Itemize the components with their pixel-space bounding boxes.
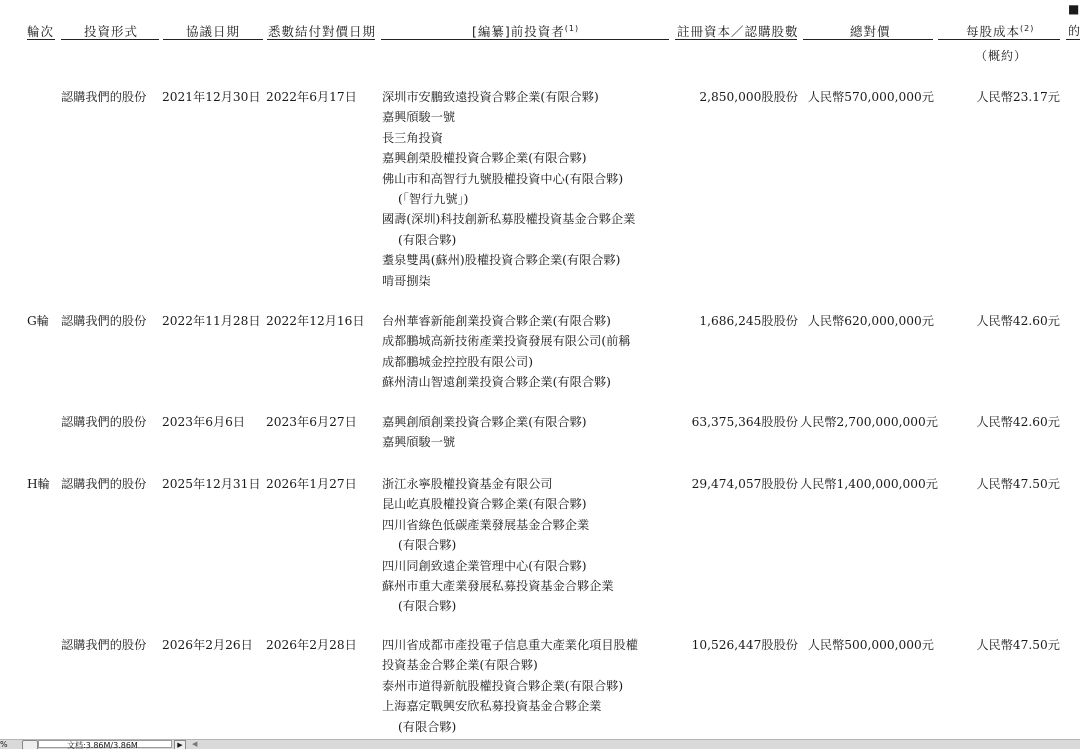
total-consideration-cell: 人民幣2,700,000,000元 xyxy=(800,415,938,429)
investor-name: (有限合夥) xyxy=(398,719,457,734)
agreement-date-cell: 2026年2月26日 xyxy=(162,638,253,652)
investor-name: 嘉興創頎創業投資合夥企業(有限合夥) xyxy=(382,415,587,429)
investor-name: 蘇州清山智遠創業投資合夥企業(有限合夥) xyxy=(382,375,611,390)
settlement-date-cell: 2026年2月28日 xyxy=(266,638,357,652)
investor-name: 深圳市安鵬致遠投資合夥企業(有限合夥) xyxy=(382,90,599,104)
settlement-date-cell: 2023年6月27日 xyxy=(266,415,357,429)
zoom-indicator[interactable]: % xyxy=(0,740,8,749)
agreement-date-cell: 2021年12月30日 xyxy=(162,90,261,104)
registered-capital-cell: 2,850,000股股份 xyxy=(699,90,798,104)
header-underline xyxy=(381,39,669,40)
investor-name: 耋泉雙禺(蘇州)股權投資合夥企業(有限合夥) xyxy=(382,253,621,268)
expand-arrow-icon[interactable]: ▶ xyxy=(174,740,186,749)
edge-corner-mark: ■ xyxy=(1068,2,1080,16)
registered-capital-cell: 63,375,364股股份 xyxy=(691,415,798,429)
investor-name: 四川同創致遠企業管理中心(有限合夥) xyxy=(382,558,587,573)
edge-header-fragment: 的 xyxy=(1068,24,1080,38)
document-size: 文档:3.86M/3.86M xyxy=(38,740,172,748)
total-consideration-cell: 人民幣620,000,000元 xyxy=(807,314,934,328)
header-round: 輪次 xyxy=(27,24,55,39)
investor-name: 上海嘉定戰興安欣私募投資基金合夥企業 xyxy=(382,699,602,714)
investor-name: 嘉興頎駿一號 xyxy=(382,110,456,125)
header-agreement-date: 協議日期 xyxy=(186,24,241,39)
investor-name: 嘉興創榮股權投資合夥企業(有限合夥) xyxy=(382,151,587,166)
total-consideration-cell: 人民幣500,000,000元 xyxy=(807,638,934,652)
investor-name: 四川省綠色低碳產業發展基金合夥企業 xyxy=(382,517,590,532)
investor-name: 四川省成都市產投電子信息重大產業化項目股權 xyxy=(382,638,638,652)
registered-capital-cell: 10,526,447股股份 xyxy=(691,638,798,652)
investor-name: (有限合夥) xyxy=(398,599,457,614)
header-cost-approx: （概約） xyxy=(975,49,1028,63)
investor-name: 嘉興頎駿一號 xyxy=(382,435,456,450)
header-cost: 每股成本$^{(2)}$ xyxy=(966,23,1035,39)
header-underline xyxy=(27,39,55,40)
investor-name: (有限合夥) xyxy=(398,232,457,247)
header-form: 投資形式 xyxy=(84,24,139,39)
investor-name: 泰州市道得新航股權投資合夥企業(有限合夥) xyxy=(382,678,624,693)
agreement-date-cell: 2022年11月28日 xyxy=(162,314,261,328)
investor-list xyxy=(382,412,672,453)
investor-name: 成都鵬城金控控股有限公司) xyxy=(382,354,534,369)
header-underline xyxy=(163,39,263,40)
investor-name: 成都鵬城高新技術產業投資發展有限公司(前稱 xyxy=(382,334,631,349)
investment-form-cell: 認購我們的股份 xyxy=(61,638,147,652)
cost-per-share-cell: 人民幣47.50元 xyxy=(976,477,1060,491)
round-cell: H輪 xyxy=(27,477,50,491)
settlement-date-cell: 2026年1月27日 xyxy=(266,477,357,491)
investor-list xyxy=(382,87,672,291)
header-consideration: 總對價 xyxy=(850,24,891,39)
investor-name: 啃哥捌柒 xyxy=(382,273,431,288)
header-capital: 註冊資本／認購股數 xyxy=(677,24,799,39)
header-investor: [編纂]前投資者$^{(1)}$ xyxy=(472,23,580,39)
investment-form-cell: 認購我們的股份 xyxy=(61,90,147,104)
scroll-left-icon[interactable]: ◀ xyxy=(192,740,198,748)
investment-form-cell: 認購我們的股份 xyxy=(61,477,147,491)
investor-name: 台州華睿新能創業投資合夥企業(有限合夥) xyxy=(382,314,611,328)
investment-form-cell: 認購我們的股份 xyxy=(61,314,147,328)
investor-name: 浙江永寧股權投資基金有限公司 xyxy=(382,477,553,491)
investor-name: 投資基金合夥企業(有限合夥) xyxy=(382,658,538,673)
investor-list xyxy=(382,311,672,393)
investor-name: 國壽(深圳)科技創新私募股權投資基金合夥企業 xyxy=(382,212,636,227)
header-underline xyxy=(675,39,797,40)
registered-capital-cell: 29,474,057股股份 xyxy=(691,477,798,491)
header-underline xyxy=(938,39,1060,40)
header-underline xyxy=(803,39,933,40)
total-consideration-cell: 人民幣570,000,000元 xyxy=(807,90,934,104)
cost-per-share-cell: 人民幣47.50元 xyxy=(976,638,1060,652)
investor-name: (「智行九號」) xyxy=(398,192,469,207)
cost-per-share-cell: 人民幣42.60元 xyxy=(976,314,1060,328)
agreement-date-cell: 2023年6月6日 xyxy=(162,415,246,429)
round-cell: G輪 xyxy=(27,314,49,328)
settlement-date-cell: 2022年12月16日 xyxy=(266,314,365,328)
header-underline xyxy=(267,39,375,40)
investor-name: 佛山市和高智行九號股權投資中心(有限合夥) xyxy=(382,171,624,186)
investment-form-cell: 認購我們的股份 xyxy=(61,415,147,429)
investor-name: (有限合夥) xyxy=(398,538,457,553)
investor-list xyxy=(382,635,672,737)
total-consideration-cell: 人民幣1,400,000,000元 xyxy=(800,477,938,491)
registered-capital-cell: 1,686,245股股份 xyxy=(699,314,798,328)
agreement-date-cell: 2025年12月31日 xyxy=(162,477,261,491)
settlement-date-cell: 2022年6月17日 xyxy=(266,90,357,104)
investor-list xyxy=(382,474,672,617)
investor-name: 昆山屹真股權投資合夥企業(有限合夥) xyxy=(382,497,587,512)
investor-name: 長三角投資 xyxy=(382,130,443,145)
cost-per-share-cell: 人民幣42.60元 xyxy=(976,415,1060,429)
header-underline xyxy=(1066,39,1080,40)
header-underline xyxy=(61,39,159,40)
investor-name: 蘇州市重大產業發展私募投資基金合夥企業 xyxy=(382,579,614,594)
header-settlement-date: 悉數結付對價日期 xyxy=(268,24,377,39)
cost-per-share-cell: 人民幣23.17元 xyxy=(976,90,1060,104)
